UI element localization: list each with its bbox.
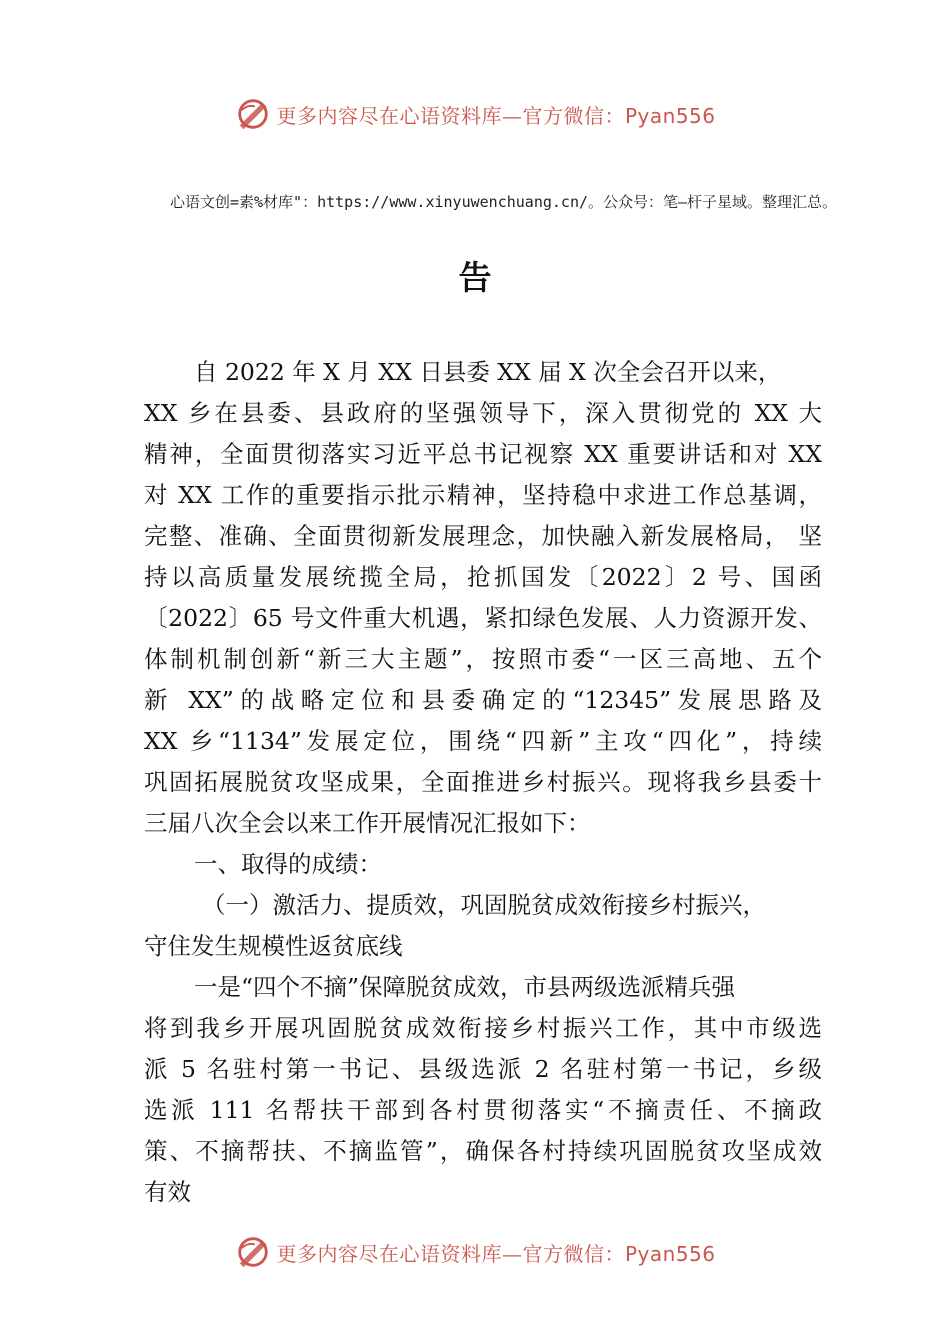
document-title: 告 <box>458 258 492 297</box>
footer-banner <box>0 1232 950 1272</box>
document-body <box>144 352 822 1213</box>
paragraph-line: 选派 111 名帮扶干部到各村贯彻落实“不摘责任、不摘政 <box>144 1096 822 1124</box>
subsection-heading: （一）激活力、提质效，巩固脱贫成效衔接乡村振兴， <box>202 891 766 919</box>
paragraph-line: 将到我乡开展巩固脱贫成效衔接乡村振兴工作，其中市级选 <box>144 1014 822 1042</box>
paragraph-line: XX 乡“1134”发展定位，围绕“四新”主攻“四化”，持续 <box>144 727 822 755</box>
paragraph-line: 派 5 名驻村第一书记、县级选派 2 名驻村第一书记，乡级 <box>144 1055 822 1083</box>
pen-circle-logo-icon <box>234 95 272 133</box>
paragraph-line: 自 2022 年 X 月 XX 日县委 XX 届 X 次全会召开以来， <box>194 358 782 386</box>
paragraph-line: 完整、准确、全面贯彻新发展理念，加快融入新发展格局， 坚 <box>144 522 822 550</box>
paragraph-line: 一是“四个不摘”保障脱贫成效，市县两级选派精兵强 <box>194 973 736 1001</box>
source-note: 心语文创=素%材库"：https://www.xinyuwenchuang.cn/。公众号：笔—杆子星域。整理汇总。 <box>170 193 838 211</box>
banner-text <box>276 100 715 129</box>
wechat-id: Pyan556 <box>624 1241 716 1266</box>
paragraph-line: 体制机制创新“新三大主题”，按照市委“一区三高地、五个 <box>144 645 822 673</box>
paragraph-line: XX 乡在县委、县政府的坚强领导下，深入贯彻党的 XX 大 <box>144 399 822 427</box>
paragraph-line: 策、不摘帮扶、不摘监管”，确保各村持续巩固脱贫攻坚成效 <box>144 1137 822 1165</box>
paragraph-line: 新 XX”的战略定位和县委确定的“12345”发展思路及 <box>144 686 822 714</box>
banner-slogan: 更多内容尽在心语资料库—官方微信： <box>276 103 625 128</box>
paragraph-line: 三届八次全会以来工作开展情况汇报如下： <box>144 809 591 837</box>
paragraph-line: 〔2022〕65 号文件重大机遇，紧扣绿色发展、人力资源开发、 <box>144 604 822 632</box>
banner-text <box>276 1238 715 1267</box>
header-banner <box>0 94 950 134</box>
paragraph-line: 对 XX 工作的重要指示批示精神，坚持稳中求进工作总基调， <box>144 481 822 509</box>
paragraph-line: 巩固拓展脱贫攻坚成果，全面推进乡村振兴。现将我乡县委十 <box>144 768 822 796</box>
section-heading: 一、取得的成绩： <box>194 850 382 878</box>
subsection-heading-cont: 守住发生规模性返贫底线 <box>144 932 403 960</box>
pen-circle-logo-icon <box>234 1233 272 1271</box>
paragraph-line: 持以高质量发展统揽全局，抢抓国发〔2022〕2 号、国函 <box>144 563 822 591</box>
paragraph-line: 精神，全面贯彻落实习近平总书记视察 XX 重要讲话和对 XX <box>144 440 822 468</box>
wechat-id: Pyan556 <box>624 103 716 128</box>
banner-slogan: 更多内容尽在心语资料库—官方微信： <box>276 1241 625 1266</box>
paragraph-line: 有效 <box>144 1178 191 1206</box>
